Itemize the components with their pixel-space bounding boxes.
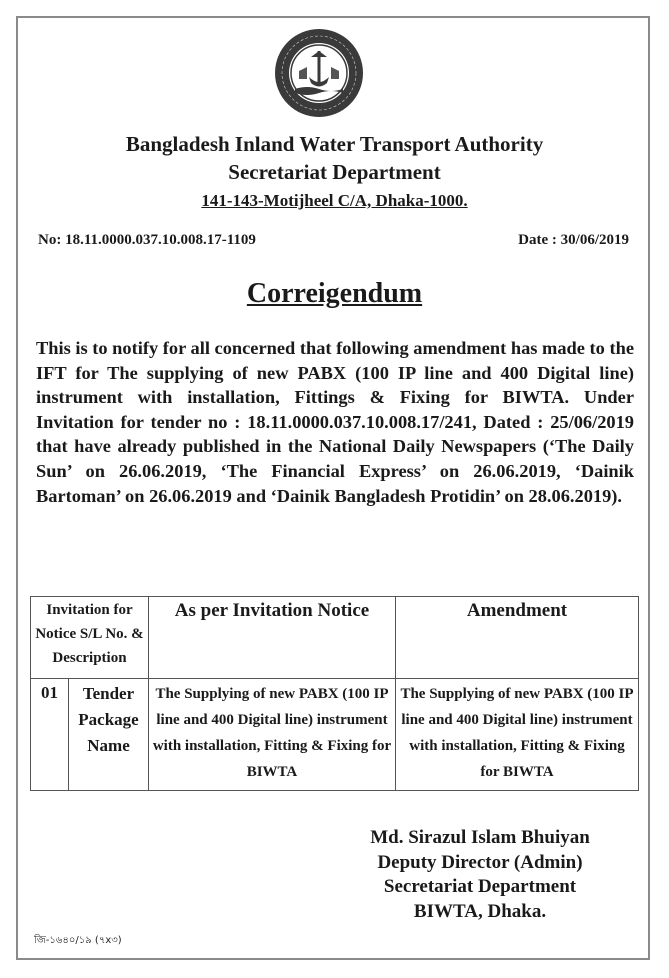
signatory-designation: Deputy Director (Admin)	[377, 851, 583, 873]
cell-description: Tender Package Name	[69, 679, 149, 791]
table-header-row	[31, 597, 639, 679]
memo-date: Date : 30/06/2019	[518, 232, 629, 248]
government-seal-icon	[273, 27, 365, 119]
notice-body: This is to notify for all concerned that following amendment has made to the IFT for The supplying of new PABX (100 IP line and 400 Digital line) instrument with installation, Fittings & Fixing for BIWTA. Under Invitation for tender no : 18.11.0000.037.10.008.17/241, Dated : 25/06/2019 that have already published in the National Daily Newspapers (‘The Daily Sun’ on 26.06.2019, ‘The Financial Express’ on 26.06.2019, ‘Dainik Bartoman’ on 26.06.2019 and ‘Dainik Bangladesh Protidin’ on 28.06.2019).	[36, 338, 634, 506]
signatory-name: Md. Sirazul Islam Bhuiyan	[370, 827, 590, 848]
organization-name: Bangladesh Inland Water Transport Authority	[125, 132, 544, 156]
signature-block	[330, 826, 630, 924]
signatory-office: BIWTA, Dhaka.	[413, 900, 547, 922]
signatory-department: Secretariat Department	[383, 876, 577, 897]
header-invitation: Invitation for Notice S/L No. & Description	[31, 597, 149, 679]
header-amendment: Amendment	[396, 597, 639, 679]
cell-as-per-notice: The Supplying of new PABX (100 IP line and 400 Digital line) instrument with installation, Fitting & Fixing for BIWTA	[149, 679, 396, 791]
office-address: 141-143-Motijheel C/A, Dhaka-1000.	[201, 191, 468, 210]
footer-code: জি-১৬৪০/১৯ (৭x৩)	[34, 935, 122, 946]
table-row	[31, 679, 639, 791]
notice-title: Correigendum	[246, 278, 423, 309]
cell-amendment: The Supplying of new PABX (100 IP line and 400 Digital line) instrument with installation, Fitting & Fixing for BIWTA	[396, 679, 639, 791]
cell-sl: 01	[31, 679, 69, 791]
amendment-table	[30, 596, 639, 791]
header-as-per-notice: As per Invitation Notice	[149, 597, 396, 679]
department-name: Secretariat Department	[228, 160, 441, 184]
memo-number: No: 18.11.0000.037.10.008.17-1109	[38, 232, 256, 248]
